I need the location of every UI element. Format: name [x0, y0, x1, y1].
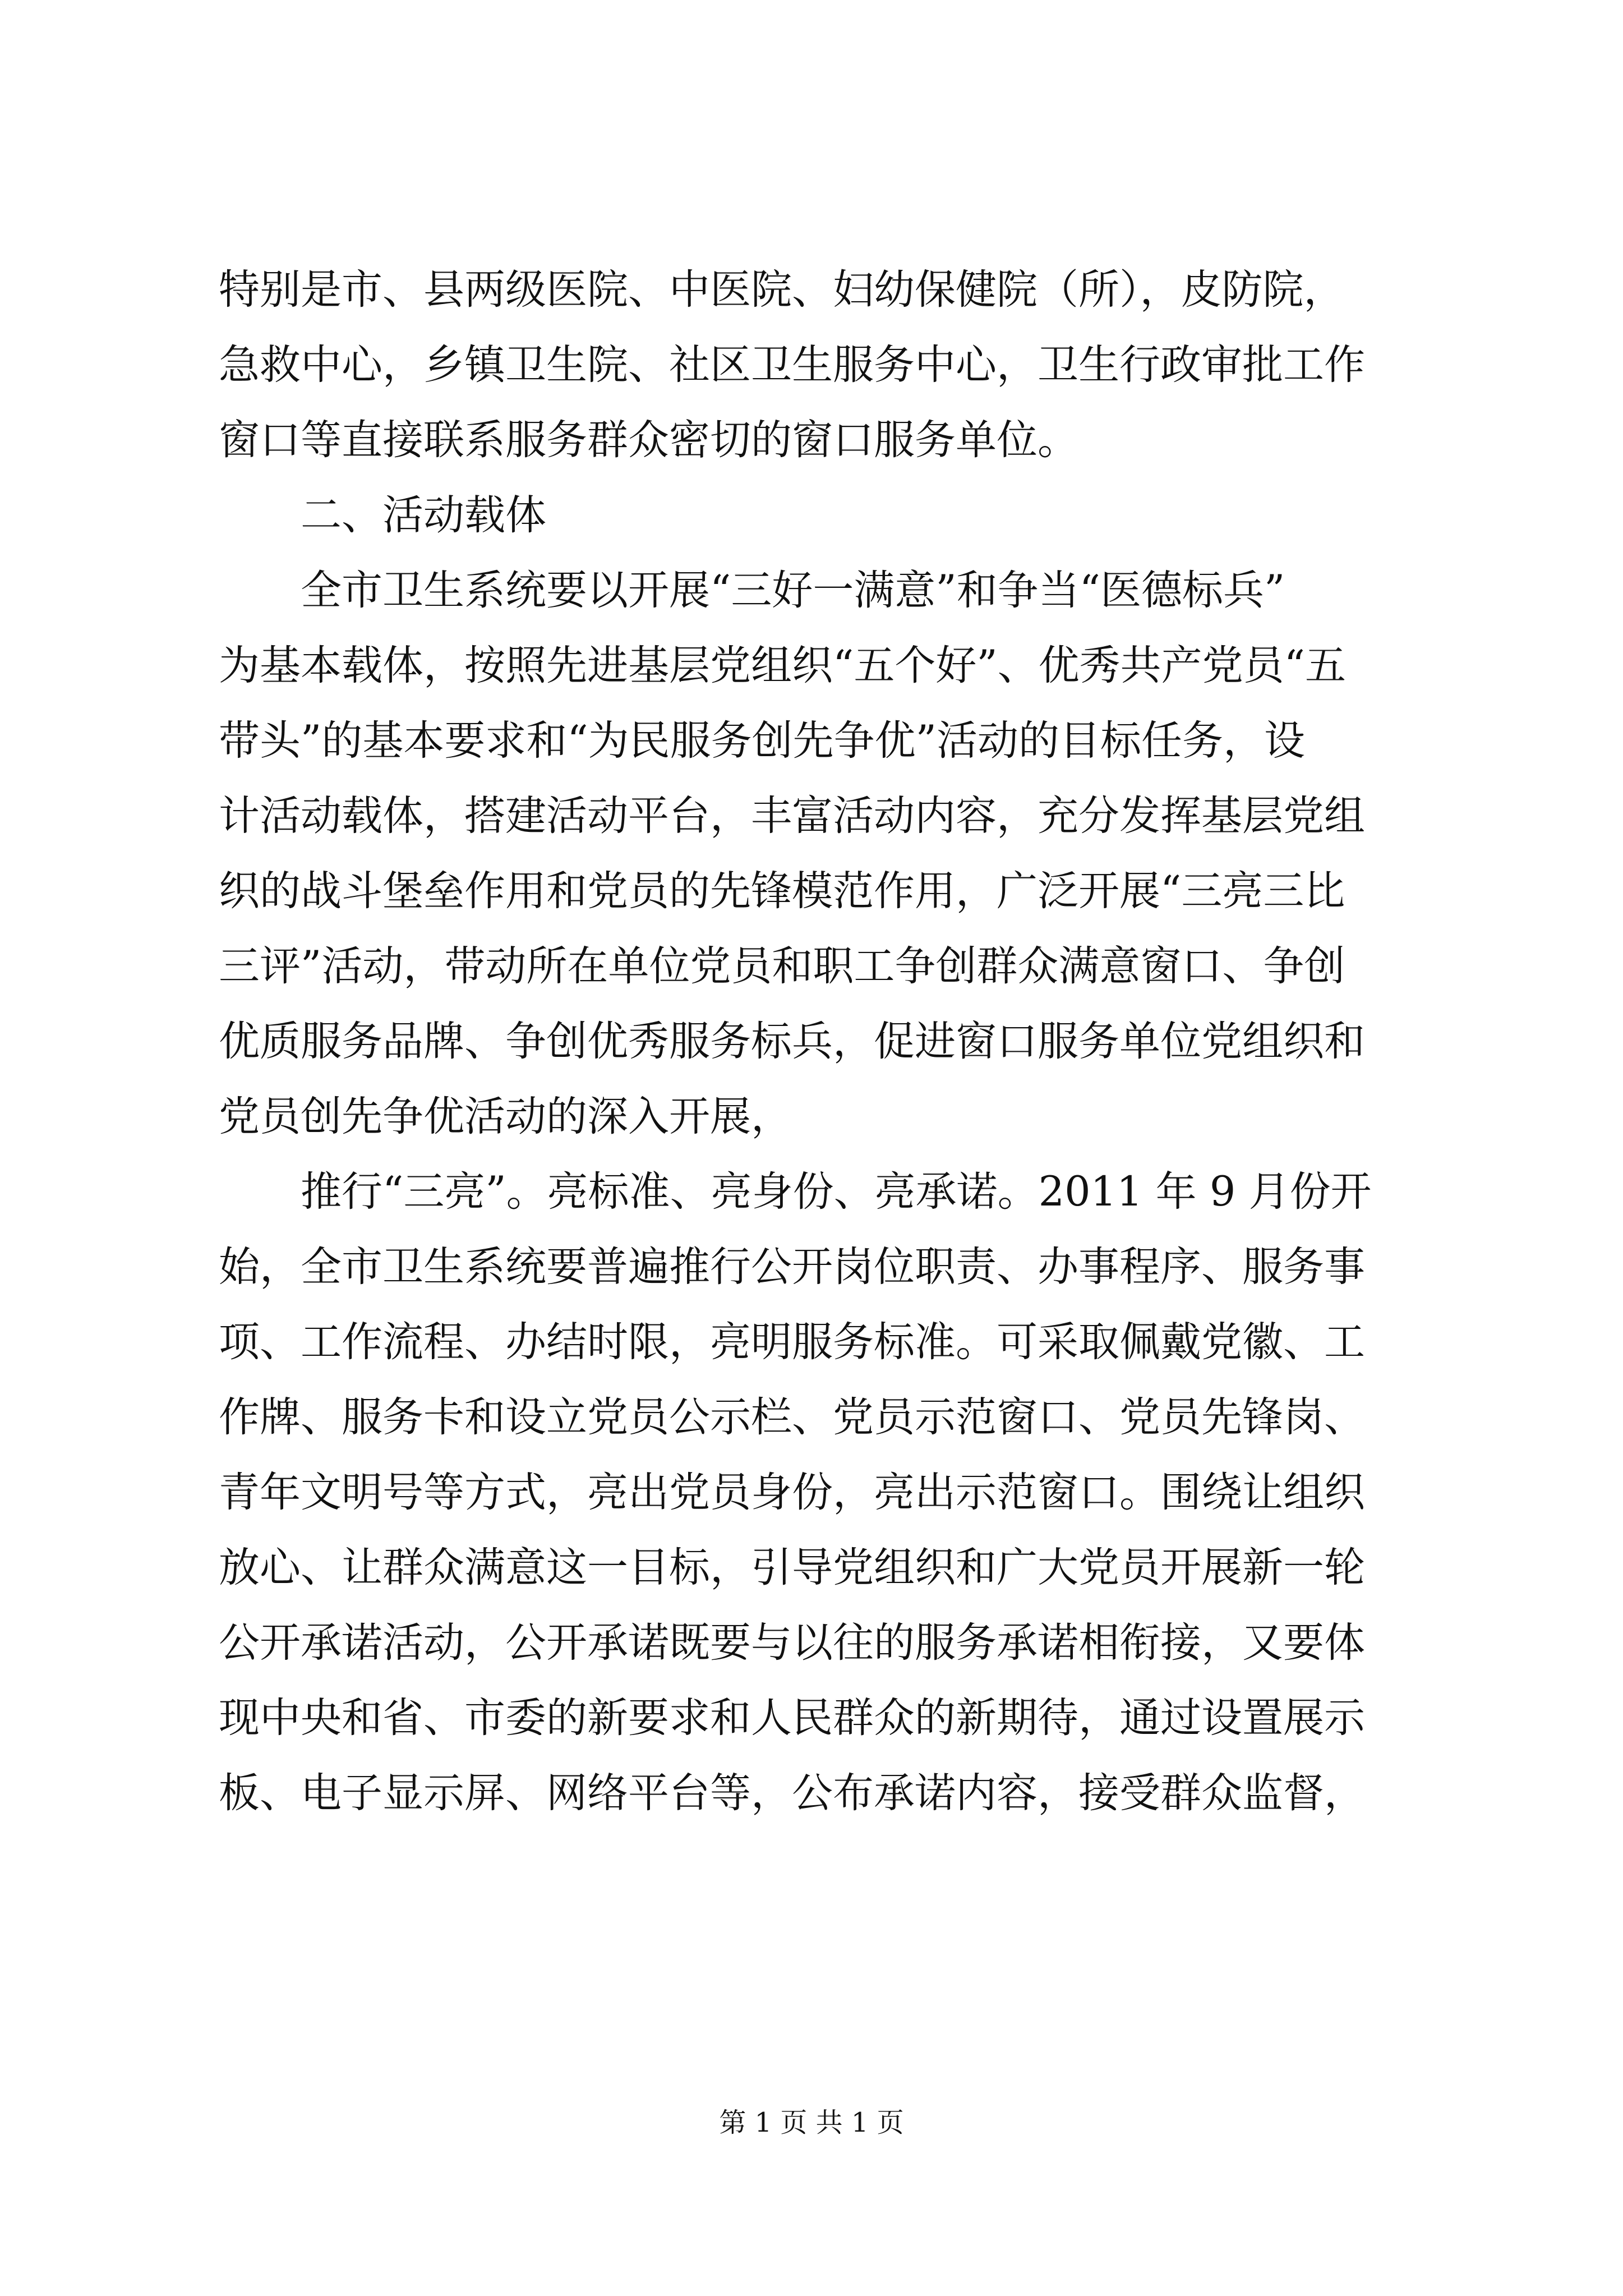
- text-line: 板、电子显示屏、网络平台等，公布承诺内容，接受群众监督，: [219, 1769, 1365, 1817]
- text-line: 党员创先争优活动的深入开展，: [219, 1093, 792, 1140]
- text-line: 优质服务品牌、争创优秀服务标兵，促进窗口服务单位党组织和: [219, 1018, 1365, 1065]
- text-line: 三评”活动，带动所在单位党员和职工争创群众满意窗口、争创: [219, 942, 1345, 990]
- text-line: 始，全市卫生系统要普遍推行公开岗位职责、办事程序、服务事: [219, 1243, 1365, 1291]
- text-line: 织的战斗堡垒作用和党员的先锋模范作用，广泛开展“三亮三比: [219, 867, 1345, 915]
- section-heading: 二、活动载体: [301, 491, 546, 539]
- text-line: 放心、让群众满意这一目标，引导党组织和广大党员开展新一轮: [219, 1544, 1365, 1591]
- text-line: 急救中心，乡镇卫生院、社区卫生服务中心，卫生行政审批工作: [219, 341, 1365, 389]
- text-line: 现中央和省、市委的新要求和人民群众的新期待，通过设置展示: [219, 1694, 1365, 1742]
- text-line: 带头”的基本要求和“为民服务创先争优”活动的目标任务，设: [219, 717, 1305, 765]
- text-line: 特别是市、县两级医院、中医院、妇幼保健院（所），皮防院，: [219, 266, 1345, 314]
- page-footer: 第 1 页 共 1 页: [719, 2107, 904, 2138]
- text-line: 计活动载体，搭建活动平台，丰富活动内容，充分发挥基层党组: [219, 792, 1365, 840]
- text-line: 公开承诺活动，公开承诺既要与以往的服务承诺相衔接，又要体: [219, 1619, 1365, 1667]
- document-body: [219, 252, 1413, 1831]
- text-line: 窗口等直接联系服务群众密切的窗口服务单位。: [219, 416, 1078, 464]
- text-line: 作牌、服务卡和设立党员公示栏、党员示范窗口、党员先锋岗、: [219, 1393, 1365, 1441]
- text-line: 为基本载体，按照先进基层党组织“五个好”、优秀共产党员“五: [219, 642, 1346, 689]
- text-line: 推行“三亮”。亮标准、亮身份、亮承诺。2011 年 9 月份开: [301, 1168, 1372, 1216]
- text-line: 全市卫生系统要以开展“三好一满意”和争当“医德标兵”: [301, 567, 1285, 614]
- text-line: 项、工作流程、办结时限，亮明服务标准。可采取佩戴党徽、工: [219, 1318, 1365, 1366]
- text-line: 青年文明号等方式，亮出党员身份，亮出示范窗口。围绕让组织: [219, 1469, 1365, 1516]
